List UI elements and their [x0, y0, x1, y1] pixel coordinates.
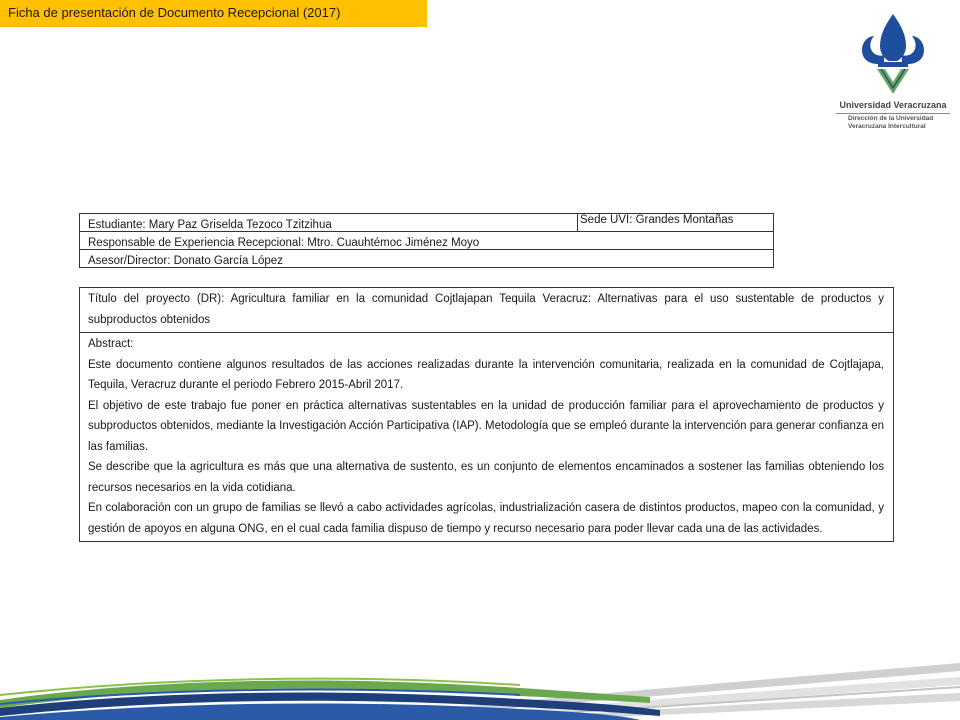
logo-subtitle — [848, 115, 952, 131]
logo-subtitle-line1: Dirección de la Universidad — [848, 115, 934, 122]
abstract-paragraph: En colaboración con un grupo de familias se llevó a cabo actividades agrícolas, industrialización casera de distintos productos, mapeo con la comunidad, y gestión de apoyos en alguna ONG, en el cual cada familia dispuso de tiempo y recurso necesario para poder llevar cada una de las actividades. — [88, 502, 884, 535]
logo-divider — [836, 113, 950, 114]
abstract-paragraph: Este documento contiene algunos resultados de las acciones realizadas durante la intervención comunitaria, realizada en la comunidad de Cojtlajapa, Tequila, Veracruz durante el periodo Febrero 2015-Abril 2017. — [88, 358, 884, 391]
logo-subtitle-line2: Veracruzana Intercultural — [848, 123, 926, 130]
table-row — [80, 214, 774, 232]
header-title-bar — [0, 0, 427, 27]
project-table — [79, 287, 894, 542]
header-title: Ficha de presentación de Documento Recepcional (2017) — [8, 5, 341, 20]
responsible-cell: Responsable de Experiencia Recepcional: Mtro. Cuauhtémoc Jiménez Moyo — [80, 232, 774, 250]
table-row — [80, 333, 894, 542]
student-info-table — [79, 213, 774, 268]
abstract-paragraph: Se describe que la agricultura es más que una alternativa de sustento, es un conjunto de elementos encaminados a sostener las familias obteniendo los recursos necesarios en la vida cotidiana. — [88, 461, 884, 494]
project-title-cell: Título del proyecto (DR): Agricultura familiar en la comunidad Cojtlajapan Tequila Veracruz: Alternativas para el uso sustentable de productos y subproductos obtenidos — [80, 288, 894, 333]
table-row — [80, 288, 894, 333]
logo-university-name: Universidad Veracruzana — [839, 100, 947, 110]
advisor-cell: Asesor/Director: Donato García López — [80, 250, 774, 268]
abstract-label: Abstract: — [88, 338, 134, 350]
table-row — [80, 232, 774, 250]
student-cell: Estudiante: Mary Paz Griselda Tezoco Tzitzihua — [80, 214, 578, 232]
abstract-cell — [80, 333, 894, 542]
table-row — [80, 250, 774, 268]
footer-wave-decoration — [0, 655, 960, 720]
abstract-paragraph: El objetivo de este trabajo fue poner en práctica alternativas sustentables en la unidad de producción familiar para el aprovechamiento de productos y subproductos obtenidos, mediante la Investigación Acción Participativa (IAP). Metodología que se empleó durante la intervención para generar confianza en las familias. — [88, 399, 884, 453]
university-logo — [834, 12, 952, 142]
campus-cell: Sede UVI: Grandes Montañas — [578, 214, 774, 232]
fleur-de-lis-icon — [834, 12, 952, 100]
